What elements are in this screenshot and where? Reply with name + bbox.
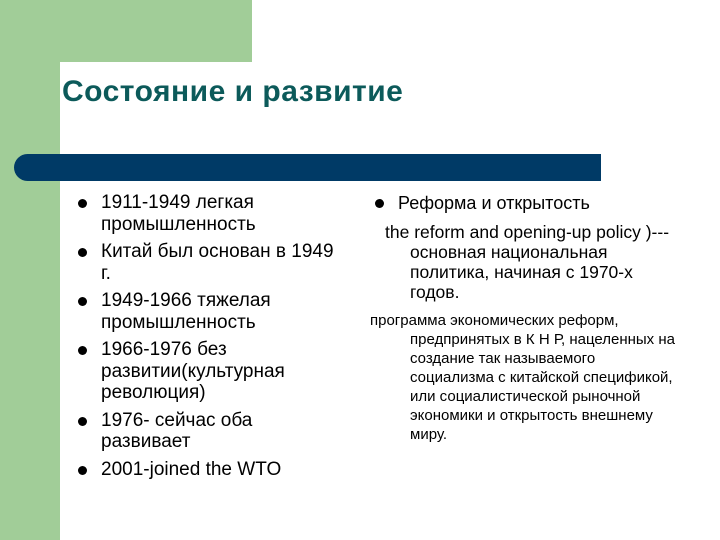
green-sidebar-band	[0, 0, 60, 540]
list-item	[74, 290, 344, 333]
reform-heading-item	[370, 193, 685, 214]
title-divider-bar	[14, 154, 601, 181]
right-column	[370, 193, 685, 444]
list-item-text: 1976- сейчас оба развивает	[101, 409, 253, 452]
list-item-text: 1966-1976 без развитии(культурная революция)	[101, 339, 285, 403]
list-item-text: Китай был основан в 1949 г.	[101, 241, 334, 284]
bullet-dot-icon	[78, 248, 87, 257]
list-item	[74, 459, 344, 481]
bullet-dot-icon	[375, 199, 384, 208]
list-item-text: 2001-joined the WTO	[101, 458, 282, 480]
list-item	[74, 241, 344, 284]
list-item	[74, 410, 344, 453]
slide-title: Состояние и развитие	[62, 75, 404, 108]
bullet-dot-icon	[78, 466, 87, 475]
list-item	[74, 339, 344, 404]
reform-detail-text: программа экономических реформ, предпринятых в К Н Р, нацеленных на создание так называемого социализма с китайской спецификой, или социалистической рыночной экономики и открытость внешнему миру.	[370, 312, 675, 443]
reform-policy-text: the reform and opening-up policy )---основная национальная политика, начиная с 1970-х годов.	[385, 222, 670, 302]
bullet-dot-icon	[78, 346, 87, 355]
left-bullet-list	[74, 192, 344, 480]
left-column	[74, 192, 344, 486]
green-top-band	[60, 0, 252, 62]
list-item-text: 1911-1949 легкая промышленность	[101, 192, 256, 235]
bullet-dot-icon	[78, 199, 87, 208]
list-item-text: 1949-1966 тяжелая промышленность	[101, 290, 271, 333]
bullet-dot-icon	[78, 417, 87, 426]
reform-heading-text: Реформа и открытость	[398, 193, 590, 213]
list-item	[74, 192, 344, 235]
bullet-dot-icon	[78, 297, 87, 306]
